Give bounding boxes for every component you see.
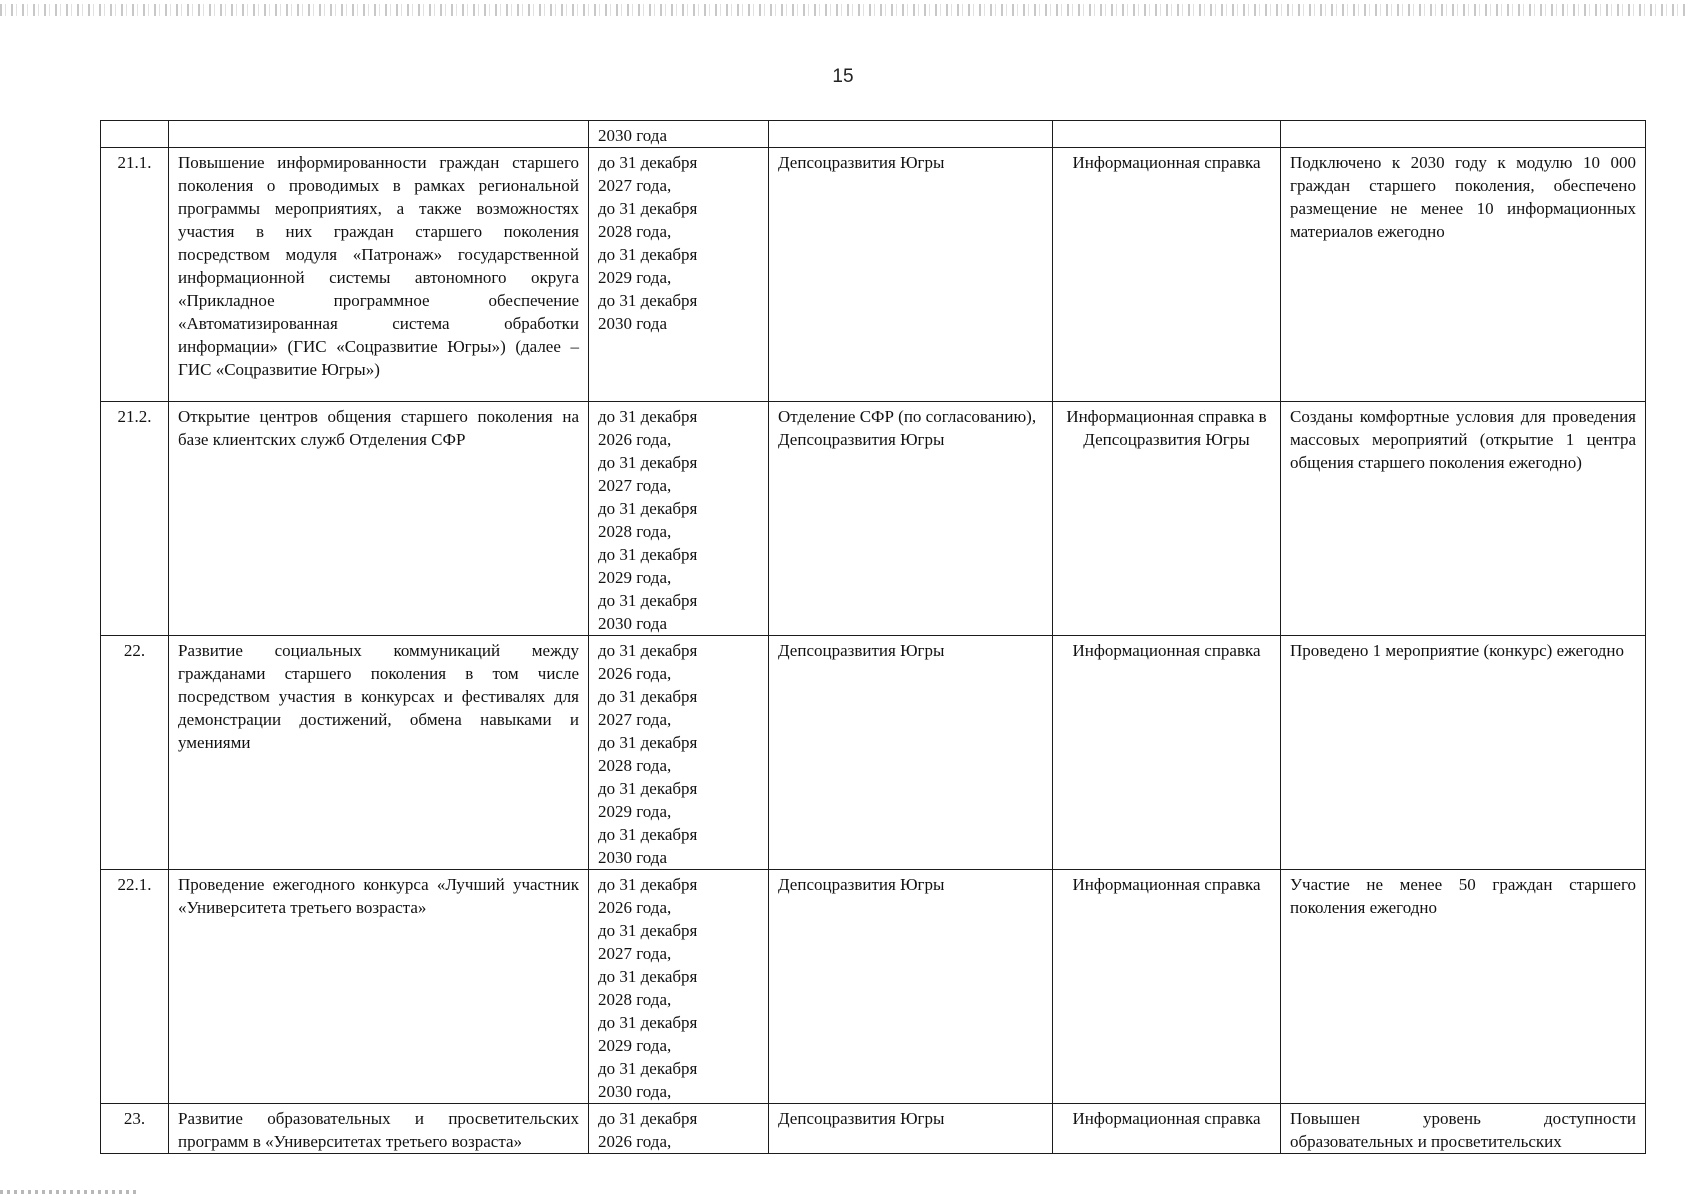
- cell-event: [169, 121, 589, 148]
- date-line: 2028 года,: [598, 222, 672, 241]
- date-line: 2030 года,: [598, 1082, 672, 1101]
- date-line: 2026 года,: [598, 1132, 672, 1151]
- date-line: до 31 декабря: [598, 921, 698, 940]
- table-row: [101, 121, 1646, 148]
- date-line: до 31 декабря: [598, 1013, 698, 1032]
- date-line: до 31 декабря: [598, 1059, 698, 1078]
- date-line: 2028 года,: [598, 522, 672, 541]
- cell-dates: [589, 870, 769, 1104]
- date-line: 2030 года: [598, 848, 668, 867]
- cell-result: Подключено к 2030 году к модулю 10 000 граждан старшего поколения, обеспечено размещение не менее 10 информационных материалов ежегодно: [1281, 148, 1646, 402]
- date-line: 2026 года,: [598, 430, 672, 449]
- cell-responsible: Депсоцразвития Югры: [769, 148, 1053, 402]
- cell-event: Проведение ежегодного конкурса «Лучший участник «Университета третьего возраста»: [169, 870, 589, 1104]
- cell-result: Участие не менее 50 граждан старшего поколения ежегодно: [1281, 870, 1646, 1104]
- date-line: 2027 года,: [598, 176, 672, 195]
- table-row: [101, 636, 1646, 870]
- cell-document: [1053, 121, 1281, 148]
- cell-responsible: Депсоцразвития Югры: [769, 636, 1053, 870]
- date-line: 2027 года,: [598, 944, 672, 963]
- cell-result: Проведено 1 мероприятие (конкурс) ежегодно: [1281, 636, 1646, 870]
- table-row: [101, 870, 1646, 1104]
- date-line: до 31 декабря: [598, 779, 698, 798]
- date-line: 2030 года: [598, 614, 668, 633]
- date-line: до 31 декабря: [598, 199, 698, 218]
- cell-dates: [589, 148, 769, 402]
- date-line: до 31 декабря: [598, 641, 698, 660]
- cell-document: Информационная справка: [1053, 870, 1281, 1104]
- cell-event: Открытие центров общения старшего поколения на базе клиентских служб Отделения СФР: [169, 402, 589, 636]
- date-line: 2029 года,: [598, 1036, 672, 1055]
- date-line: до 31 декабря: [598, 453, 698, 472]
- date-line: 2026 года,: [598, 664, 672, 683]
- page-number: 15: [832, 66, 854, 87]
- cell-number: 21.2.: [101, 402, 169, 636]
- date-line: 2026 года,: [598, 898, 672, 917]
- date-line: до 31 декабря: [598, 407, 698, 426]
- date-line: до 31 декабря: [598, 291, 698, 310]
- cell-number: 22.1.: [101, 870, 169, 1104]
- cell-document: Информационная справка в Депсоцразвития Югры: [1053, 402, 1281, 636]
- cell-result: Созданы комфортные условия для проведения массовых мероприятий (открытие 1 центра общения старшего поколения ежегодно): [1281, 402, 1646, 636]
- cell-number: [101, 121, 169, 148]
- cell-result: [1281, 121, 1646, 148]
- date-line: 2029 года,: [598, 802, 672, 821]
- date-line: до 31 декабря: [598, 153, 698, 172]
- date-line: 2030 года: [598, 314, 668, 333]
- scan-artifact-top: [0, 4, 1686, 16]
- date-line: 2029 года,: [598, 268, 672, 287]
- date-line: до 31 декабря: [598, 733, 698, 752]
- date-line: до 31 декабря: [598, 967, 698, 986]
- cell-dates: [589, 121, 769, 148]
- cell-document: Информационная справка: [1053, 1104, 1281, 1154]
- date-line: до 31 декабря: [598, 1109, 698, 1128]
- cell-event: Развитие социальных коммуникаций между гражданами старшего поколения в том числе посредством участия в конкурсах и фестивалях для демонстрации достижений, обмена навыками и умениями: [169, 636, 589, 870]
- cell-number: 23.: [101, 1104, 169, 1154]
- cell-event: Развитие образовательных и просветительских программ в «Университетах третьего возраста»: [169, 1104, 589, 1154]
- date-line: 2028 года,: [598, 990, 672, 1009]
- date-line: 2028 года,: [598, 756, 672, 775]
- cell-responsible: Депсоцразвития Югры: [769, 870, 1053, 1104]
- cell-number: 22.: [101, 636, 169, 870]
- cell-result: Повышен уровень доступности образовательных и просветительских: [1281, 1104, 1646, 1154]
- cell-number: 21.1.: [101, 148, 169, 402]
- cell-responsible: Депсоцразвития Югры: [769, 1104, 1053, 1154]
- date-line: до 31 декабря: [598, 875, 698, 894]
- cell-responsible: [769, 121, 1053, 148]
- date-line: 2027 года,: [598, 476, 672, 495]
- cell-document: Информационная справка: [1053, 148, 1281, 402]
- cell-document: Информационная справка: [1053, 636, 1281, 870]
- cell-dates: [589, 636, 769, 870]
- date-line: до 31 декабря: [598, 687, 698, 706]
- table-row: [101, 402, 1646, 636]
- scan-artifact-bottom: [0, 1190, 140, 1194]
- date-line: до 31 декабря: [598, 825, 698, 844]
- cell-responsible: Отделение СФР (по согласованию), Депсоцразвития Югры: [769, 402, 1053, 636]
- date-line: до 31 декабря: [598, 499, 698, 518]
- table-row: [101, 1104, 1646, 1154]
- cell-dates: [589, 402, 769, 636]
- plan-table: [100, 120, 1646, 1154]
- date-line: до 31 декабря: [598, 245, 698, 264]
- date-line: 2027 года,: [598, 710, 672, 729]
- cell-dates: [589, 1104, 769, 1154]
- date-line: до 31 декабря: [598, 591, 698, 610]
- date-line: 2029 года,: [598, 568, 672, 587]
- date-line: до 31 декабря: [598, 545, 698, 564]
- cell-event: Повышение информированности граждан старшего поколения о проводимых в рамках региональной программы мероприятиях, а также возможностях участия в них граждан старшего поколения посредством модуля «Патронаж» государственной информационной системы автономного округа «Прикладное программное обеспечение «Автоматизированная система обработки информации» (ГИС «Соцразвитие Югры») (далее – ГИС «Соцразвитие Югры»): [169, 148, 589, 402]
- table-row: [101, 148, 1646, 402]
- date-line: 2030 года: [598, 126, 668, 145]
